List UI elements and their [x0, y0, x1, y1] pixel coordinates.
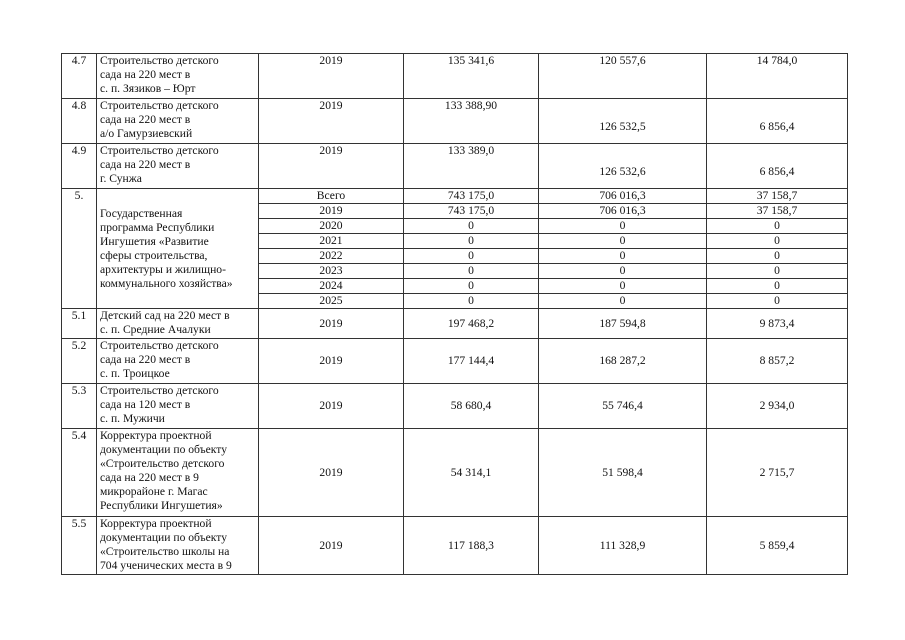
row-year: 2019 [259, 517, 404, 575]
program-regional: 0 [707, 219, 848, 234]
program-federal: 0 [539, 219, 707, 234]
row-federal: 168 287,2 [539, 339, 707, 384]
program-total: 0 [404, 219, 539, 234]
program-year: 2024 [259, 279, 404, 294]
program-total: 743 175,0 [404, 204, 539, 219]
program-total: 0 [404, 264, 539, 279]
row-name: Строительство детского сада на 120 мест в с. п. Мужичи [97, 384, 259, 429]
row-name: Строительство детского сада на 220 мест в с. п. Зязиков – Юрт [97, 54, 259, 99]
row-total: 117 188,3 [404, 517, 539, 575]
row-year: 2019 [259, 429, 404, 517]
program-federal: 706 016,3 [539, 204, 707, 219]
row-regional: 6 856,4 [707, 99, 848, 144]
row-regional: 5 859,4 [707, 517, 848, 575]
program-regional: 0 [707, 234, 848, 249]
row-total: 58 680,4 [404, 384, 539, 429]
row-year: 2019 [259, 384, 404, 429]
row-federal: 187 594,8 [539, 309, 707, 339]
program-name: Государственная программа Республики Ингушетия «Развитие сферы строительства, архитектуры и жилищно- коммунального хозяйства» [97, 189, 259, 309]
program-year: 2022 [259, 249, 404, 264]
program-total: 0 [404, 249, 539, 264]
table-row [62, 517, 848, 575]
program-regional: 0 [707, 294, 848, 309]
row-regional: 6 856,4 [707, 144, 848, 189]
program-year: 2021 [259, 234, 404, 249]
row-federal: 126 532,6 [539, 144, 707, 189]
program-regional: 37 158,7 [707, 204, 848, 219]
program-year: 2023 [259, 264, 404, 279]
program-federal: 0 [539, 234, 707, 249]
program-regional: 0 [707, 264, 848, 279]
program-federal: 0 [539, 249, 707, 264]
row-total: 197 468,2 [404, 309, 539, 339]
program-year: Всего [259, 189, 404, 204]
row-name: Строительство детского сада на 220 мест в с. п. Троицкое [97, 339, 259, 384]
program-total: 0 [404, 234, 539, 249]
row-year: 2019 [259, 54, 404, 99]
program-federal: 0 [539, 279, 707, 294]
program-federal: 0 [539, 294, 707, 309]
row-number: 5.2 [62, 339, 97, 384]
row-federal: 51 598,4 [539, 429, 707, 517]
table-row [62, 339, 848, 384]
row-regional: 2 934,0 [707, 384, 848, 429]
row-regional: 14 784,0 [707, 54, 848, 99]
program-year: 2020 [259, 219, 404, 234]
row-regional: 9 873,4 [707, 309, 848, 339]
budget-table [61, 53, 848, 575]
row-number: 5.1 [62, 309, 97, 339]
program-federal: 0 [539, 264, 707, 279]
row-total: 135 341,6 [404, 54, 539, 99]
table-row [62, 54, 848, 99]
program-federal: 706 016,3 [539, 189, 707, 204]
table-row [62, 99, 848, 144]
row-total: 54 314,1 [404, 429, 539, 517]
row-year: 2019 [259, 99, 404, 144]
program-regional: 37 158,7 [707, 189, 848, 204]
row-name: Детский сад на 220 мест в с. п. Средние Ачалуки [97, 309, 259, 339]
row-number: 5.5 [62, 517, 97, 575]
row-year: 2019 [259, 309, 404, 339]
row-total: 133 389,0 [404, 144, 539, 189]
row-number: 5.3 [62, 384, 97, 429]
row-name: Строительство детского сада на 220 мест в а/о Гамурзиевский [97, 99, 259, 144]
row-year: 2019 [259, 144, 404, 189]
program-total: 743 175,0 [404, 189, 539, 204]
row-federal: 111 328,9 [539, 517, 707, 575]
row-federal: 55 746,4 [539, 384, 707, 429]
program-year: 2019 [259, 204, 404, 219]
table-row [62, 144, 848, 189]
row-name: Корректура проектной документации по объекту «Строительство школы на 704 ученических места в 9 [97, 517, 259, 575]
program-number: 5. [62, 189, 97, 309]
row-name: Корректура проектной документации по объекту «Строительство детского сада на 220 мест в 9 микрорайоне г. Магас Республики Ингушетия» [97, 429, 259, 517]
program-regional: 0 [707, 279, 848, 294]
table-row [62, 429, 848, 517]
program-regional: 0 [707, 249, 848, 264]
row-regional: 2 715,7 [707, 429, 848, 517]
row-year: 2019 [259, 339, 404, 384]
program-total: 0 [404, 279, 539, 294]
row-number: 4.7 [62, 54, 97, 99]
program-year: 2025 [259, 294, 404, 309]
row-number: 5.4 [62, 429, 97, 517]
row-number: 4.8 [62, 99, 97, 144]
row-total: 133 388,90 [404, 99, 539, 144]
row-name: Строительство детского сада на 220 мест в г. Сунжа [97, 144, 259, 189]
program-total: 0 [404, 294, 539, 309]
row-number: 4.9 [62, 144, 97, 189]
program-row [62, 189, 848, 204]
row-total: 177 144,4 [404, 339, 539, 384]
row-regional: 8 857,2 [707, 339, 848, 384]
row-federal: 120 557,6 [539, 54, 707, 99]
table-row [62, 384, 848, 429]
row-federal: 126 532,5 [539, 99, 707, 144]
table-row [62, 309, 848, 339]
